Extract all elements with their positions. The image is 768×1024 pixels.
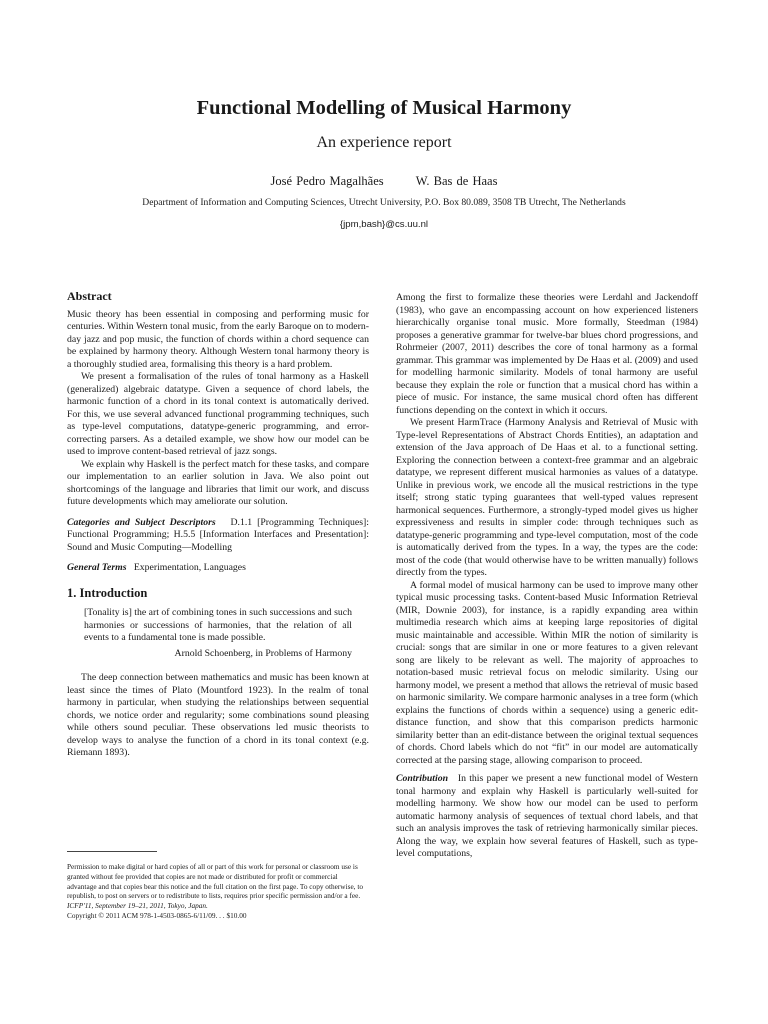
abstract-paragraph: We present a formalisation of the rules of tonal harmony as a Haskell (generalized) algebraic datatype. Given a sequence of chord labels, the harmonic function of a chord in its tonal context is automatically derived. For this, we use several advanced functional programming techniques, such as type-level computations, datatype-generic programming, and error-correcting parsers. As a detailed example, we show how our model can be used to improve content-based retrieval of jazz songs. (67, 371, 369, 457)
terms-label: General Terms (67, 562, 127, 573)
section-heading-introduction: 1. Introduction (67, 585, 148, 600)
contribution-label: Contribution (396, 773, 449, 784)
author-line (0, 174, 768, 189)
intro-paragraph: The deep connection between mathematics and music has been known at least since the times of Plato (Mountford 1923). In the realm of tonal harmony in particular, when studying the relationships between sequential chords, we notice order and regularity; some combinations sound pleasing while others sound peculiar. These observations led music theorists to develop ways to analyse the function of a chord in its tonal context (e.g. Riemann 1893). (67, 672, 369, 758)
footnote-rule (67, 851, 157, 852)
abstract-paragraph: Music theory has been essential in composing and performing music for centuries. Within Western tonal music, from the early Baroque on to modern-day jazz and pop music, the function of chords within a chord sequence can be explained by harmony theory. Although Western tonal harmony theory is a thoroughly studied area, formalising this theory is a hard problem. (67, 308, 369, 370)
epigraph-quote: [Tonality is] the art of combining tones in such successions and such harmonies or successions of harmonies, that the relation of all events to a fundamental tone is made possible. (84, 607, 352, 643)
body-paragraph: Among the first to formalize these theories were Lerdahl and Jackendoff (1983), who gave an encompassing account on how experienced listeners hierarchically organise tonal music. More formally, Steedman (1984) proposes a generative grammar for twelve-bar blues chord progressions, and Rohrmeier (2007, 2011) describes the core of tonal harmony as a formal grammar. This grammar was implemented by De Haas et al. (2009) and used for modelling harmonic similarity. Models of tonal harmony are useful because they explain the role or function that a musical chord has within a piece of music. For instance, the same musical chord often has different functions depending on the context in which it occurs. (396, 292, 698, 416)
body-paragraph: We present HarmTrace (Harmony Analysis and Retrieval of Music with Type-level Representations of Abstract Chords Entities), an adaptation and extension of the Java approach of De Haas et al. to a functional setting. Exploring the connection between a context-free grammar and an algebraic datatype, we represent different musical harmonies as values of a datatype. Unlike in previous work, we encode all the musical restrictions in the type itself; strong static typing guarantees that well-typed values represent harmonical sequences. Furthermore, a strongly-typed model gives us higher expressiveness and results in simpler code: through techniques such as datatype-generic programming and type-level computation, most of the code is automatically derived from the types. In a way, the types are the code: most of the code (that would otherwise have to be written manually) follows directly from the types. (396, 417, 698, 578)
permission-notice: Permission to make digital or hard copies of all or part of this work for personal or classroom use is granted without fee provided that copies are not made or distributed for profit or commercial advantage and that copies bear this notice and the full citation on the first page. To copy otherwise, to republish, to post on servers or to redistribute to lists, requires prior specific permission and/or a fee. (67, 862, 364, 901)
author-name: W. Bas de Haas (415, 174, 498, 188)
affiliation: Department of Information and Computing Sciences, Utrecht University, P.O. Box 80.089, 3508 TB Utrecht, The Netherlands (142, 197, 626, 208)
abstract-heading: Abstract (67, 289, 112, 303)
copyright-footnote (67, 862, 369, 921)
terms-text: Experimentation, Languages (133, 562, 246, 573)
right-column (396, 292, 698, 861)
contribution-text: In this paper we present a new functional model of Western tonal harmony and explain why Haskell is particularly well-suited for modelling harmony. We show how our model can be used to perform automatic harmony analysis of sequences of textual chord labels, and that such an analysis improves the task of retrieving harmonically similar pieces. Along the way, we explain how several features of Haskell, such as type-level computations, (396, 773, 698, 859)
paper-title: Functional Modelling of Musical Harmony (196, 97, 572, 119)
author-name: José Pedro Magalhães (270, 174, 384, 188)
body-paragraph: A formal model of musical harmony can be used to improve many other typical music processing tasks. Content-based Music Information Retrieval (MIR, Downie 2003), for instance, is a rapidly expanding area within multimedia research which aims at keeping large repositories of digital music maintainable and accessible. Within MIR the notion of similarity is crucial: songs that are similar in one or more features to a given relevant song are likely to be relevant as well. The majority of approaches to notation-based music retrieval focus on melodic similarity. Using our harmony model, we present a method that allows the retrieval of music based on harmonic similarity. We compare harmonic analyses in a tree form (which explains the functions of chords within a sequence) using a generic edit-distance function, and show that this comparison predicts harmonic similarity better than an edit-distance between the original textual sequences of chords. Chord labels which do not “fit” in our model are automatically corrected at the parsing stage, allowing comparison to proceed. (396, 579, 698, 766)
paper-subtitle: An experience report (316, 134, 452, 151)
author-email: {jpm,bash}@cs.uu.nl (339, 219, 429, 230)
conference-line: ICFP'11, September 19–21, 2011, Tokyo, Japan. (67, 901, 208, 911)
categories-text: D.1.1 [Programming Techniques]: Functional Programming; H.5.5 [Information Interfaces and Presentation]: Sound and Music Computing—Modelling (67, 516, 369, 553)
categories-descriptors (67, 517, 369, 555)
contribution-paragraph (396, 773, 698, 861)
abstract-paragraph: We explain why Haskell is the perfect match for these tasks, and compare our implementation to an earlier solution in Java. We also point out shortcomings of the language and libraries that limit our work, and discuss future developments which may ameliorate our solution. (67, 458, 369, 507)
epigraph-attribution: Arnold Schoenberg, in Problems of Harmony (174, 647, 352, 659)
categories-label: Categories and Subject Descriptors (67, 516, 216, 528)
left-column (67, 290, 369, 760)
copyright-line: Copyright © 2011 ACM 978-1-4503-0865-6/11/09. . . $10.00 (67, 910, 247, 920)
general-terms (67, 562, 369, 575)
